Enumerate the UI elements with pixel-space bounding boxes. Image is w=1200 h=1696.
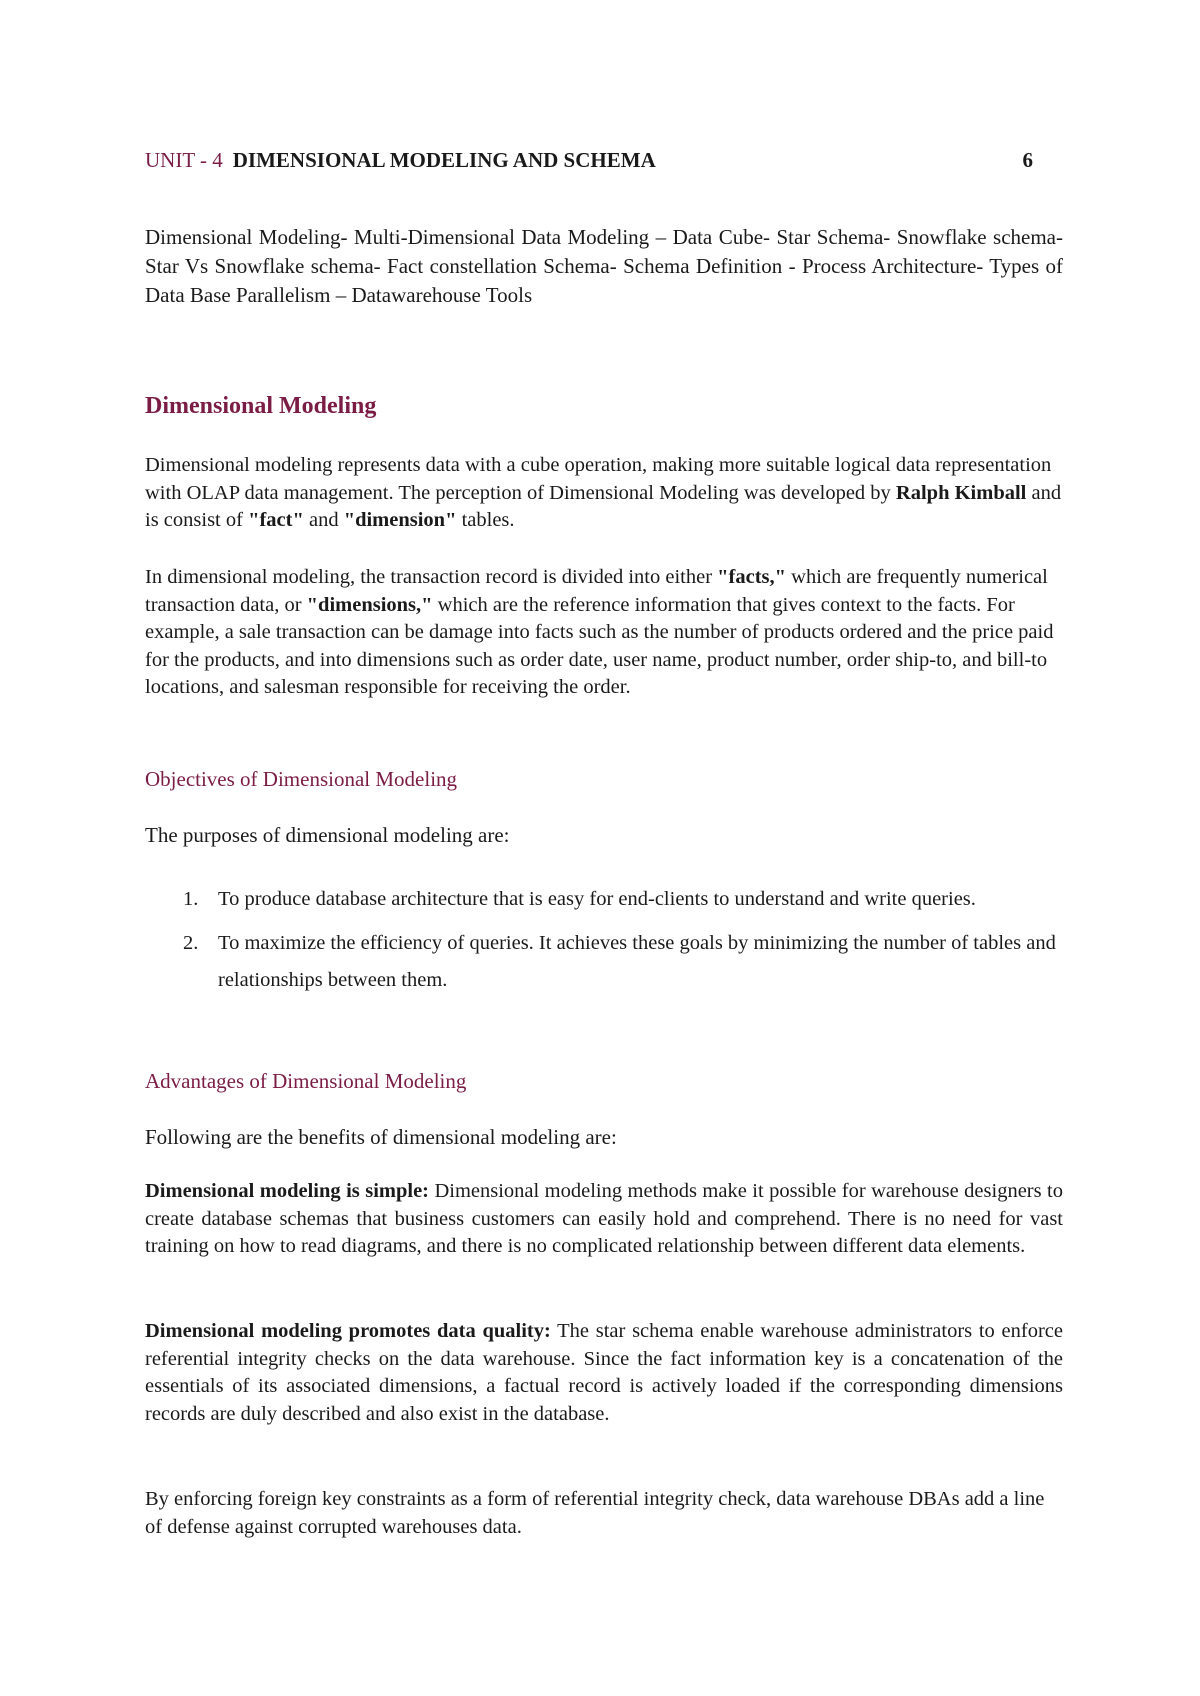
advantage-simple-text: Dimensional modeling methods make it possible for warehouse designers to create database schemas that business customers can easily hold and comprehend. There is no need for vast training on how to read diagrams, and there is no complicated relationship between different data elements. [145, 1180, 1063, 1258]
objectives-lead: The purposes of dimensional modeling are: [145, 823, 510, 847]
objectives-heading: Objectives of Dimensional Modeling [145, 767, 458, 791]
advantage-quality-paragraph [145, 1318, 1063, 1428]
list-item-text: To maximize the efficiency of queries. It achieves these goals by minimizing the number of tables and relationships between them. [218, 931, 1056, 991]
intro-bold-fact: "fact" [248, 509, 304, 532]
unit-hours: 6 [1022, 148, 1033, 172]
list-item-number: 2. [183, 931, 199, 954]
detail-text-3: which are the reference information that gives context to the facts. For example, a sale transaction can be damage into facts such as the number of products ordered and the price paid for the products, and into dimensions such as order date, user name, product number, order ship-to, and bill-to locations, and salesman responsible for receiving the order. [145, 593, 1054, 699]
intro-bold-kimball: Ralph Kimball [895, 481, 1027, 504]
objectives-list [145, 881, 1063, 1006]
intro-bold-dimension: "dimension" [343, 509, 457, 532]
intro-text-4: tables. [456, 509, 515, 532]
detail-text-1: In dimensional modeling, the transaction record is divided into either [145, 566, 718, 588]
unit-header [145, 146, 1033, 174]
list-item [145, 881, 1063, 919]
advantages-heading: Advantages of Dimensional Modeling [145, 1069, 467, 1093]
detail-text-2: which are frequently numerical transaction data, or [145, 566, 1048, 616]
syllabus-topics: Dimensional Modeling- Multi-Dimensional Data Modeling – Data Cube- Star Schema- Snowflake schema- Star Vs Snowflake schema- Fact constellation Schema- Schema Definition - Process Architecture- Types of Data Base Parallelism – Datawarehouse Tools [145, 225, 1063, 307]
list-item [145, 925, 1063, 1000]
list-item-number: 1. [183, 888, 199, 910]
foreign-key-paragraph: By enforcing foreign key constraints as a form of referential integrity check, data warehouse DBAs add a line of defense against corrupted warehouses data. [145, 1488, 1045, 1538]
section-heading: Dimensional Modeling [145, 393, 377, 419]
intro-paragraph [145, 452, 1063, 535]
advantage-quality-text: The star schema enable warehouse administrators to enforce referential integrity checks on the data warehouse. Since the fact information key is a concatenation of the essentials of its associated dimensions, a factual record is actively loaded if the corresponding dimensions records are duly described and also exist in the database. [145, 1320, 1063, 1425]
intro-text-3: and [303, 509, 344, 532]
intro-text-1: Dimensional modeling represents data with a cube operation, making more suitable logical data representation with OLAP data management. The perception of Dimensional Modeling was developed by [145, 454, 1052, 504]
intro-text-2: and is consist of [145, 481, 1062, 532]
advantages-lead: Following are the benefits of dimensional modeling are: [145, 1125, 617, 1149]
unit-label: UNIT - 4 [145, 148, 223, 172]
advantage-simple-paragraph [145, 1178, 1063, 1261]
list-item-text: To produce database architecture that is easy for end-clients to understand and write queries. [218, 888, 976, 910]
unit-title: DIMENSIONAL MODELING AND SCHEMA [232, 148, 656, 172]
advantage-quality-label: Dimensional modeling promotes data quality: [145, 1320, 551, 1342]
detail-paragraph [145, 564, 1063, 702]
detail-bold-dimensions: "dimensions," [306, 593, 433, 616]
detail-bold-facts: "facts," [717, 566, 787, 588]
advantage-simple-label: Dimensional modeling is simple: [145, 1180, 429, 1202]
